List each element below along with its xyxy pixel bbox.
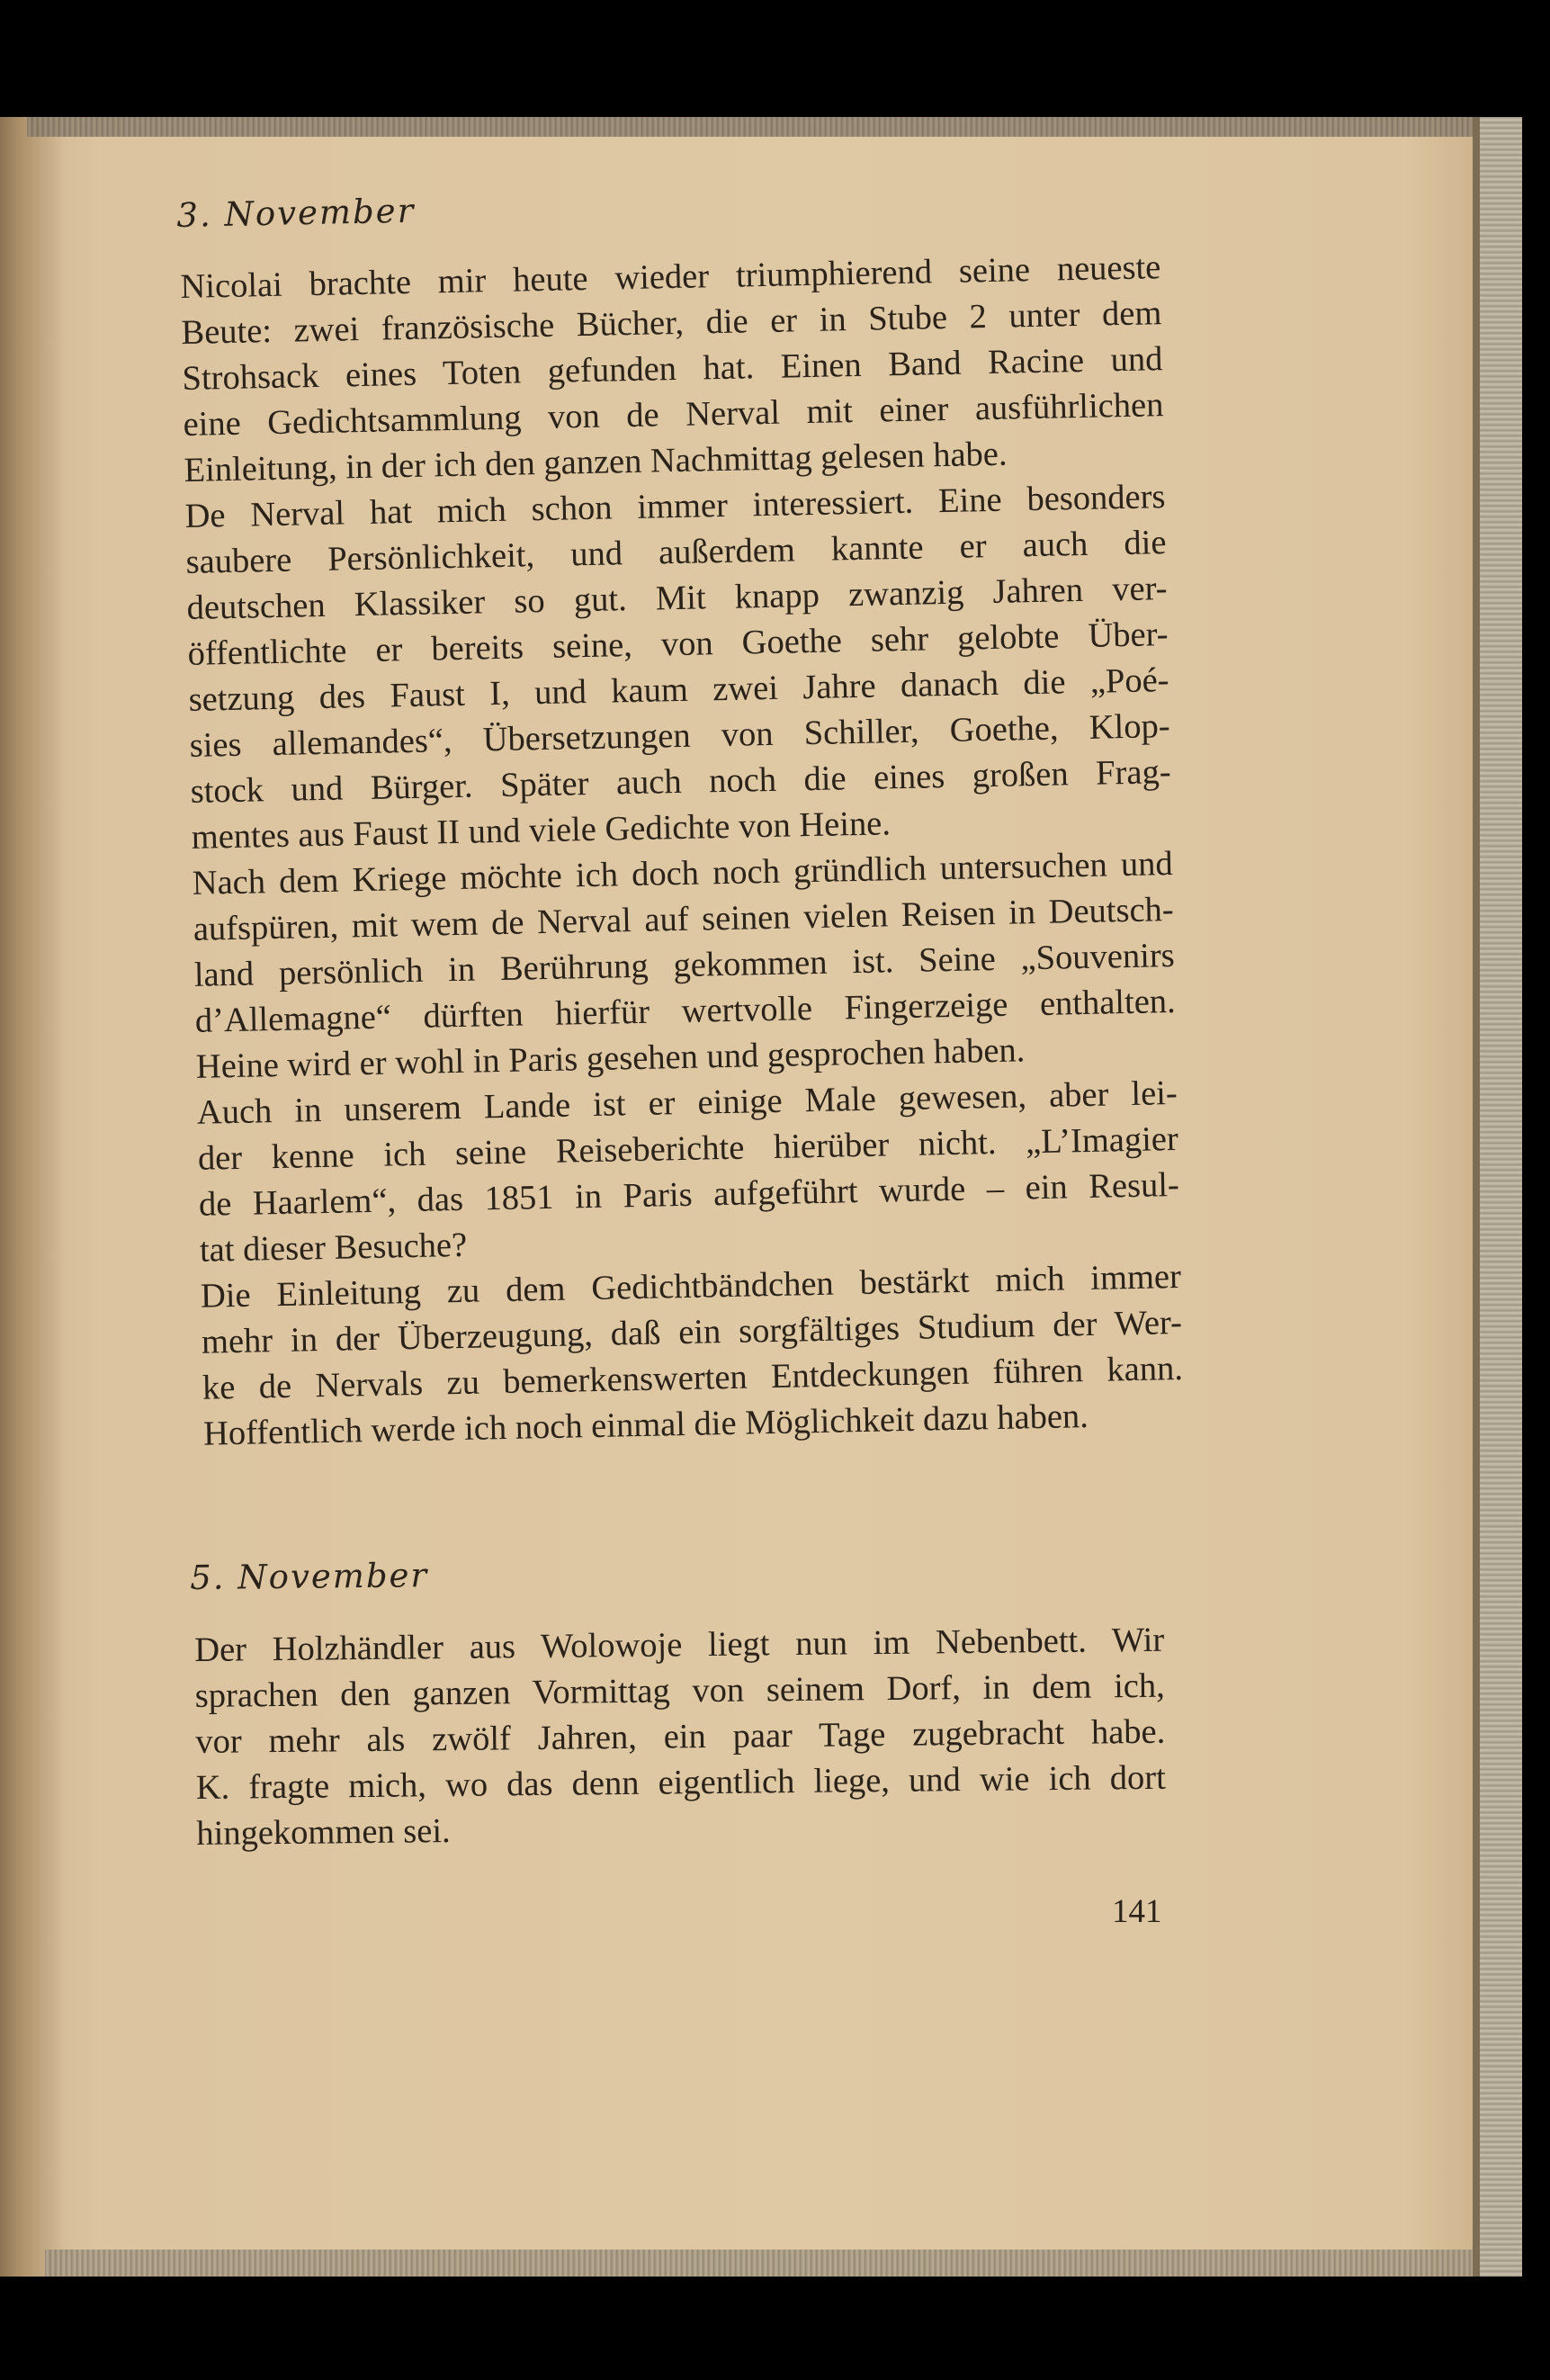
page-bottom-edge: [45, 2250, 1522, 2277]
text-line: Der Holzhändler aus Wolowoje liegt nun im Nebenbett. Wir: [194, 1621, 1165, 1669]
text-line: Die Einleitung zu dem Gedichtbändchen bestärkt mich immer: [200, 1257, 1182, 1316]
text-line: deutschen Klassiker so gut. Mit knapp zwanzig Jahren ver-: [186, 570, 1168, 627]
text-line: de Haarlem“, das 1851 in Paris aufgeführt wurde – ein Resul-: [198, 1165, 1180, 1224]
text-line: mehr in der Überzeugung, daß ein sorgfältiges Studium der Wer-: [201, 1303, 1183, 1361]
entry-date: 5. November: [190, 1556, 429, 1597]
text-line: Hoffentlich werde ich noch einmal die Möglichkeit dazu haben.: [202, 1397, 1089, 1453]
text-line: sies allemandes“, Übersetzungen von Schiller, Goethe, Klop-: [189, 707, 1170, 765]
text-line: saubere Persönlichkeit, und außerdem kannte er auch die: [185, 524, 1167, 581]
text-line: stock und Bürger. Später auch noch die eines großen Frag-: [190, 753, 1171, 811]
text-line: tat dieser Besuche?: [199, 1226, 468, 1270]
text-line: öffentlichte er bereits seine, von Goethe sehr gelobte Über-: [187, 615, 1169, 673]
text-line: d’Allemagne“ dürften hierfür wertvolle Fingerzeige enthalten.: [194, 982, 1177, 1040]
text-line: Strohsack eines Toten gefunden hat. Einen Band Racine und: [182, 340, 1163, 398]
text-line: De Nerval hat mich schon immer interessiert. Eine besonders: [184, 478, 1166, 535]
text-line: aufspüren, mit wem de Nerval auf seinen vielen Reisen in Deutsch-: [193, 890, 1175, 948]
text-line: sprachen den ganzen Vormittag von seinem Dorf, in dem ich,: [194, 1666, 1165, 1715]
text-line: setzung des Faust I, und kaum zwei Jahre danach die „Poé-: [188, 661, 1169, 719]
text-line: Beute: zwei französische Bücher, die er in Stube 2 unter dem: [181, 294, 1162, 352]
text-line: Heine wird er wohl in Paris gesehen und gesprochen haben.: [195, 1031, 1026, 1086]
entry-text: [194, 1618, 1167, 1857]
entry-text: [180, 245, 1184, 1458]
text-line: hingekommen sei.: [196, 1812, 451, 1853]
text-line: mentes aus Faust II und viele Gedichte von Heine.: [191, 804, 891, 857]
page-number: 141: [1112, 1893, 1162, 1930]
text-line: land persönlich in Berührung gekommen ist. Seine „Souvenirs: [193, 936, 1176, 994]
text-line: vor mehr als zwölf Jahren, ein paar Tage zugebracht habe.: [195, 1712, 1166, 1761]
text-line: Auch in unserem Lande ist er einige Male gewesen, aber lei-: [196, 1073, 1178, 1132]
text-line: Nicolai brachte mir heute wieder triumphierend seine neueste: [180, 248, 1161, 306]
cover-binding: [1473, 117, 1522, 2277]
text-line: der kenne ich seine Reiseberichte hierüber nicht. „L’Imagier: [197, 1119, 1179, 1178]
text-line: ke de Nervals zu bemerkenswerten Entdeckungen führen kann.: [202, 1349, 1184, 1407]
page-gutter: [0, 117, 65, 2277]
page-top-edge: [27, 117, 1522, 137]
entry-date: 3. November: [176, 191, 416, 235]
text-line: K. fragte mich, wo das denn eigentlich liege, und wie ich dort: [195, 1758, 1167, 1807]
text-line: Nach dem Kriege möchte ich doch noch gründlich untersuchen und: [192, 844, 1174, 903]
text-line: eine Gedichtsammlung von de Nerval mit einer ausführlichen: [183, 386, 1164, 444]
text-line: Einleitung, in der ich den ganzen Nachmittag gelesen habe.: [184, 435, 1008, 489]
